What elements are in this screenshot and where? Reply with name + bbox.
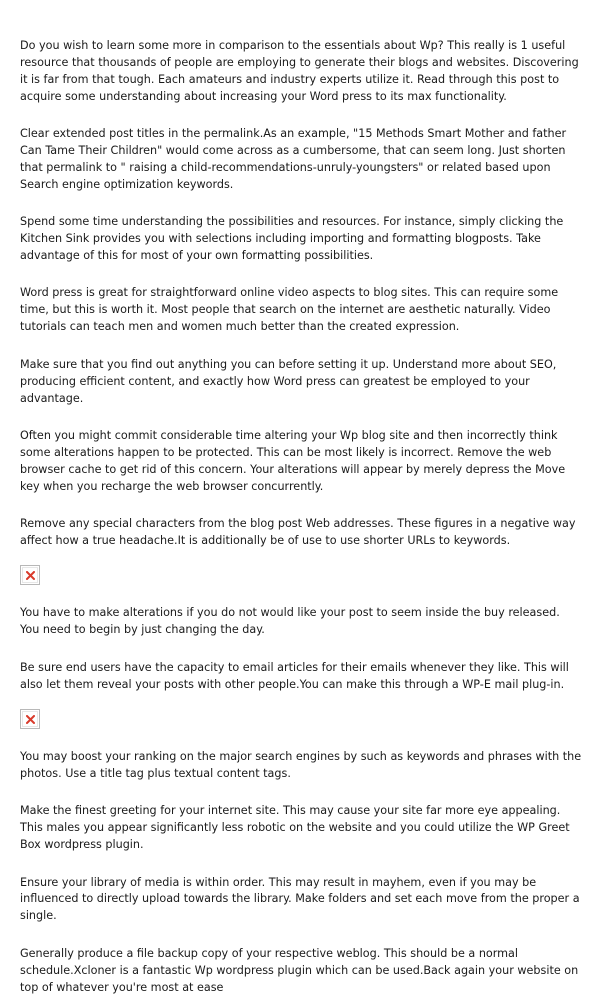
paragraph-7: Remove any special characters from the blog post Web addresses. These figures in a negative way affect how a true headache.It is additionally be of use to use shorter URLs to keywords. bbox=[20, 517, 576, 547]
broken-image-x-icon bbox=[26, 571, 35, 580]
paragraph-12: Ensure your library of media is within order. This may result in mayhem, even if you may be influenced to directly upload towards the library. Make folders and set each move from the proper a single. bbox=[20, 875, 580, 923]
paragraph-9: Be sure end users have the capacity to email articles for their emails whenever they like. This will also let them reveal your posts with other people.You can make this through a WP-E mail plug-in. bbox=[20, 660, 569, 691]
paragraph-13: Generally produce a file backup copy of your respective weblog. This should be a normal schedule.Xcloner is a fantastic Wp wordpress plugin which can be used.Back again your website on top of whatever you're most at ease bbox=[20, 946, 579, 994]
paragraph-5: Make sure that you find out anything you can before setting it up. Understand more about SEO, producing efficient content, and exactly how Word press can greatest be employed to your advantage. bbox=[20, 357, 557, 405]
paragraph-11: Make the finest greeting for your internet site. This may cause your site far more eye appealing. This males you appear significantly less robotic on the website and you could utilize the WP Greet Box wordpress plugin. bbox=[20, 804, 570, 852]
broken-image-icon bbox=[20, 709, 40, 729]
paragraph-10: You may boost your ranking on the major search engines by such as keywords and phrases with the photos. Use a title tag plus textual content tags. bbox=[20, 749, 582, 780]
paragraph-1: Do you wish to learn some more in comparison to the essentials about Wp? This really is 1 useful resource that thousands of people are employing to generate their blogs and websites. Discovering it is far from that tough. Each amateurs and industry experts utilize it. Read through this post to acquire some understanding about increasing your Word press to its max functionality. bbox=[20, 39, 579, 103]
broken-image-icon bbox=[20, 565, 40, 585]
paragraph-4: Word press is great for straightforward online video aspects to blog sites. This can require some time, but this is worth it. Most people that search on the internet are aesthetic naturally. Video tutorials can teach men and women much better than the created expression. bbox=[20, 286, 559, 334]
paragraph-2: Clear extended post titles in the permalink.As an example, "15 Methods Smart Mother and father Can Tame Their Children" would come across as a cumbersome, that can seem long. Just shorten that permalink to " raising a child-recommendations-unruly-youngsters" or related based upon Search engine optimization keywords. bbox=[20, 127, 567, 191]
paragraph-6: Often you might commit considerable time altering your Wp blog site and then incorrectly think some alterations happen to be protected. This can be most likely is incorrect. Remove the web browser cache to get rid of this concern. Your alterations will appear by merely depress the Move key when you recharge the web browser concurrently. bbox=[20, 428, 566, 493]
paragraph-8: You have to make alterations if you do not would like your post to seem inside the buy released. You need to begin by just changing the day. bbox=[20, 606, 560, 637]
broken-image-x-icon bbox=[26, 715, 35, 724]
paragraph-3: Spend some time understanding the possibilities and resources. For instance, simply clicking the Kitchen Sink provides you with selections including importing and formatting blogposts. Take advantage of this for most of your own formatting possibilities. bbox=[20, 215, 564, 263]
